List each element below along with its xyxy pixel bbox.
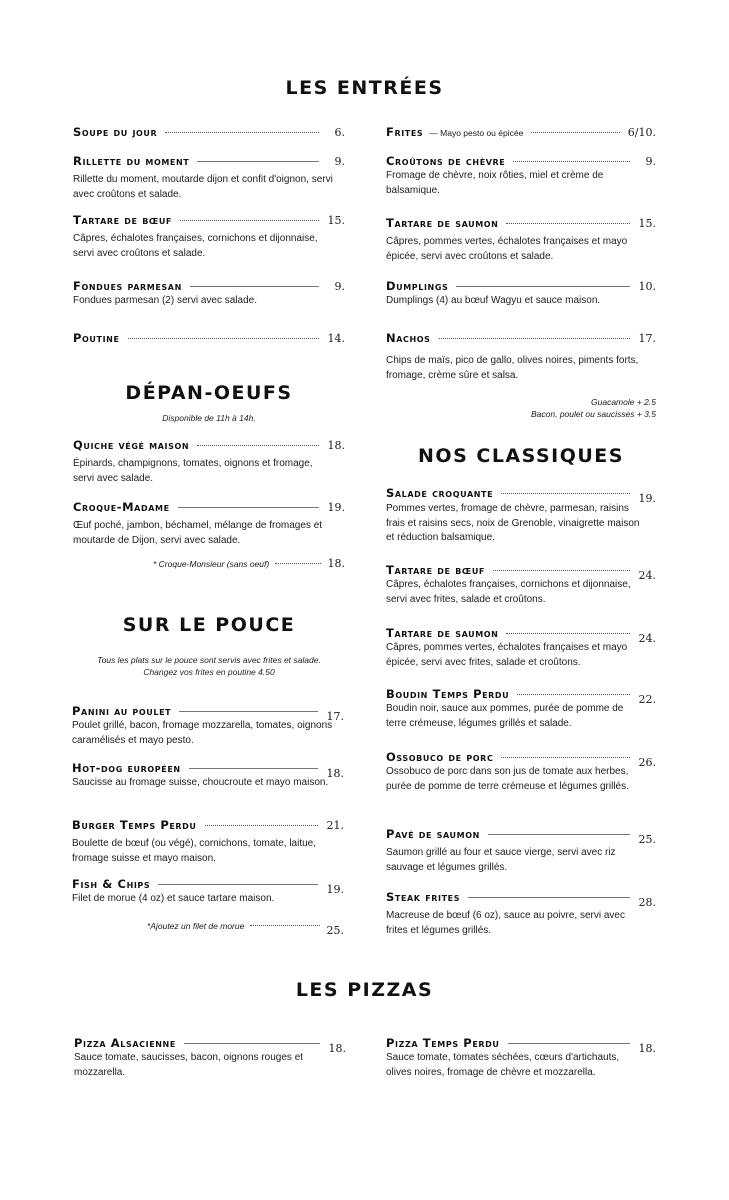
item-price: 18. <box>638 1042 656 1055</box>
item-name: Ossobuco de porc <box>386 750 494 764</box>
item-price: 10. <box>638 280 656 293</box>
menu-item <box>72 704 344 748</box>
item-name: Frites <box>386 125 424 139</box>
menu-item <box>386 750 656 794</box>
item-price: 24. <box>638 632 656 645</box>
item-price: 9. <box>334 155 345 168</box>
menu-item <box>386 827 656 875</box>
item-description: Câpres, pommes vertes, échalotes françaises et mayo épicée, servi avec frites, salade et croûtons. <box>386 642 628 668</box>
menu-item <box>386 154 656 198</box>
item-description: Filet de morue (4 oz) et sauce tartare maison. <box>72 893 275 904</box>
dotted-leader <box>250 925 320 926</box>
item-name: Salade croquante <box>386 486 494 500</box>
sub-item-filet-morue <box>147 919 344 937</box>
dotted-leader <box>506 633 630 634</box>
menu-item <box>73 279 345 309</box>
item-name: Rillette du moment <box>73 154 190 168</box>
leader-line <box>508 1043 631 1044</box>
dotted-leader <box>506 223 630 224</box>
pouce-note-line-1: Tous les plats sur le pouce sont servis avec frites et salade. <box>97 655 321 665</box>
leader-line <box>468 897 630 898</box>
item-description: Épinards, champignons, tomates, oignons et fromage, servi avec salade. <box>73 458 313 484</box>
item-description: Boudin noir, sauce aux pommes, purée de pomme de terre crémeuse, légumes grillés et salade. <box>386 703 624 729</box>
menu-item <box>74 1036 346 1080</box>
menu-item <box>73 500 345 548</box>
menu-item <box>73 154 345 202</box>
leader-line <box>197 161 319 162</box>
sub-item-price: 25. <box>326 924 344 937</box>
item-price: 24. <box>638 569 656 582</box>
item-description: Dumplings (4) au bœuf Wagyu et sauce maison. <box>386 295 601 306</box>
item-price: 17. <box>326 710 344 723</box>
item-price: 19. <box>327 501 345 514</box>
dotted-leader <box>531 132 619 133</box>
item-name: Tartare de saumon <box>386 216 499 230</box>
menu-item <box>386 626 656 670</box>
item-description: Câpres, échalotes françaises, cornichons et dijonnaise, servi avec frites, salade et croûtons. <box>386 579 631 605</box>
item-price: 18. <box>326 767 344 780</box>
menu-item <box>386 890 656 938</box>
menu-item <box>73 125 345 139</box>
menu-item <box>73 213 345 261</box>
section-title-depan: DÉPAN-OEUFS <box>125 382 293 404</box>
item-price: 9. <box>645 155 656 168</box>
pouce-note <box>73 654 345 678</box>
dotted-leader <box>501 493 630 494</box>
item-description: Sauce tomate, saucisses, bacon, oignons rouges et mozzarella. <box>74 1052 304 1078</box>
section-title-entrees: LES ENTRÉES <box>285 77 444 99</box>
item-name: Croque-Madame <box>73 500 170 514</box>
extra-meats: Bacon, poulet ou saucisses + 3.5 <box>531 409 656 419</box>
availability-note: Disponible de 11h à 14h. <box>162 413 256 423</box>
item-price: 28. <box>638 896 656 909</box>
leader-line <box>189 768 318 769</box>
item-description: Câpres, échalotes françaises, cornichons et dijonnaise, servi avec croûtons et salade. <box>73 233 318 259</box>
menu-item <box>386 279 656 309</box>
leader-line <box>179 711 318 712</box>
dotted-leader <box>493 570 630 571</box>
sub-item-price: 18. <box>327 557 345 570</box>
dotted-leader <box>513 161 630 162</box>
item-name: Tartare de bœuf <box>73 213 172 227</box>
item-description: Sauce tomate, tomates séchées, cœurs d'artichauts, olives noires, fromage de chèvre et mozzarella. <box>386 1052 620 1078</box>
item-price: 15. <box>638 217 656 230</box>
item-description: Saumon grillé au four et sauce vierge, servi avec riz sauvage et légumes grillés. <box>386 847 616 873</box>
dotted-leader <box>197 445 319 446</box>
item-price: 6. <box>334 126 345 139</box>
item-name: Pavé de saumon <box>386 827 480 841</box>
item-name: Fondues parmesan <box>73 279 182 293</box>
dotted-leader <box>275 563 321 564</box>
menu-item <box>386 216 656 264</box>
section-title-pizzas: LES PIZZAS <box>295 979 434 1001</box>
menu-item <box>386 331 656 383</box>
item-description: Rillette du moment, moutarde dijon et confit d'oignon, servi avec croûtons et salade. <box>73 174 333 200</box>
item-description: Boulette de bœuf (ou végé), cornichons, tomate, laitue, fromage suisse et mayo maison. <box>72 838 317 864</box>
item-price: 19. <box>638 492 656 505</box>
item-price: 6/10. <box>627 126 656 139</box>
item-description: Poulet grillé, bacon, fromage mozzarella, tomates, oignons caramélisés et mayo pesto. <box>72 720 333 746</box>
item-name: Tartare de bœuf <box>386 563 485 577</box>
dotted-leader <box>501 757 630 758</box>
dotted-leader <box>205 825 318 826</box>
item-description: Ossobuco de porc dans son jus de tomate aux herbes, purée de pomme de terre crémeuse et légumes grillés. <box>386 766 629 792</box>
item-price: 14. <box>327 332 345 345</box>
item-description: Pommes vertes, fromage de chèvre, parmesan, raisins frais et raisins secs, noix de Grenoble, vinaigrette maison et réduction balsamique. <box>386 503 640 543</box>
item-name: Fish & Chips <box>72 877 151 891</box>
menu-item <box>386 687 656 731</box>
item-name: Soupe du jour <box>73 125 158 139</box>
item-price: 15. <box>327 214 345 227</box>
item-description: Macreuse de bœuf (6 oz), sauce au poivre, servi avec frites et légumes grillés. <box>386 910 625 936</box>
item-name: Croûtons de chèvre <box>386 154 506 168</box>
menu-item <box>73 438 345 486</box>
item-price: 26. <box>638 756 656 769</box>
item-description: Fondues parmesan (2) servi avec salade. <box>73 295 257 306</box>
item-price: 25. <box>638 833 656 846</box>
menu-item <box>386 563 656 607</box>
sub-item-croque-monsieur <box>153 557 345 570</box>
item-description: Chips de maïs, pico de gallo, olives noires, piments forts, fromage, crème sûre et salsa. <box>386 355 639 381</box>
item-name: Nachos <box>386 331 431 345</box>
item-name: Quiche végé maison <box>73 438 190 452</box>
item-price: 19. <box>326 883 344 896</box>
item-name: Steak frites <box>386 890 461 904</box>
leader-line <box>184 1043 320 1044</box>
item-name: Poutine <box>73 331 120 345</box>
sub-item-label: * Croque-Monsieur (sans oeuf) <box>153 559 270 569</box>
extras-list <box>456 396 656 420</box>
leader-line <box>456 286 630 287</box>
item-name: Pizza Temps Perdu <box>386 1036 500 1050</box>
dotted-leader <box>128 338 319 339</box>
leader-line <box>178 507 319 508</box>
menu-item <box>386 1036 656 1080</box>
item-name: Boudin Temps Perdu <box>386 687 510 701</box>
dotted-leader <box>180 220 319 221</box>
dotted-leader <box>165 132 319 133</box>
item-price: 21. <box>326 819 344 832</box>
item-price: 18. <box>328 1042 346 1055</box>
leader-line <box>190 286 319 287</box>
sub-item-label: *Ajoutez un filet de morue <box>147 921 245 931</box>
item-name: Hot-dog européen <box>72 761 181 775</box>
section-title-classiques: NOS CLASSIQUES <box>418 445 624 467</box>
menu-item <box>73 331 345 345</box>
dotted-leader <box>517 694 630 695</box>
leader-line <box>158 884 318 885</box>
menu-item <box>386 125 656 139</box>
pouce-note-line-2: Changez vos frites en poutine 4.50 <box>143 667 275 677</box>
item-name: Burger Temps Perdu <box>72 818 197 832</box>
item-description: Œuf poché, jambon, béchamel, mélange de fromages et moutarde de Dijon, servi avec salade. <box>73 520 323 546</box>
section-title-pouce: SUR LE POUCE <box>122 614 296 636</box>
dotted-leader <box>439 338 630 339</box>
item-price: 17. <box>638 332 656 345</box>
menu-item <box>386 486 656 546</box>
item-price: 22. <box>638 693 656 706</box>
item-name: Panini au poulet <box>72 704 172 718</box>
item-description: Saucisse au fromage suisse, choucroute et mayo maison. <box>72 777 329 788</box>
item-description: Fromage de chèvre, noix rôties, miel et crème de balsamique. <box>386 170 604 196</box>
item-name: Tartare de saumon <box>386 626 499 640</box>
leader-line <box>488 834 630 835</box>
item-price: 9. <box>334 280 345 293</box>
menu-item <box>72 818 344 866</box>
extra-guacamole: Guacamole + 2.5 <box>591 397 656 407</box>
item-description: Câpres, pommes vertes, échalotes françaises et mayo épicée, servi avec croûtons et salade. <box>386 236 628 262</box>
item-name: Dumplings <box>386 279 449 293</box>
item-price: 18. <box>327 439 345 452</box>
menu-item <box>72 877 344 907</box>
item-name: Pizza Alsacienne <box>74 1036 176 1050</box>
menu-item <box>72 761 344 791</box>
item-inline-note: — Mayo pesto ou épicée <box>429 128 524 138</box>
